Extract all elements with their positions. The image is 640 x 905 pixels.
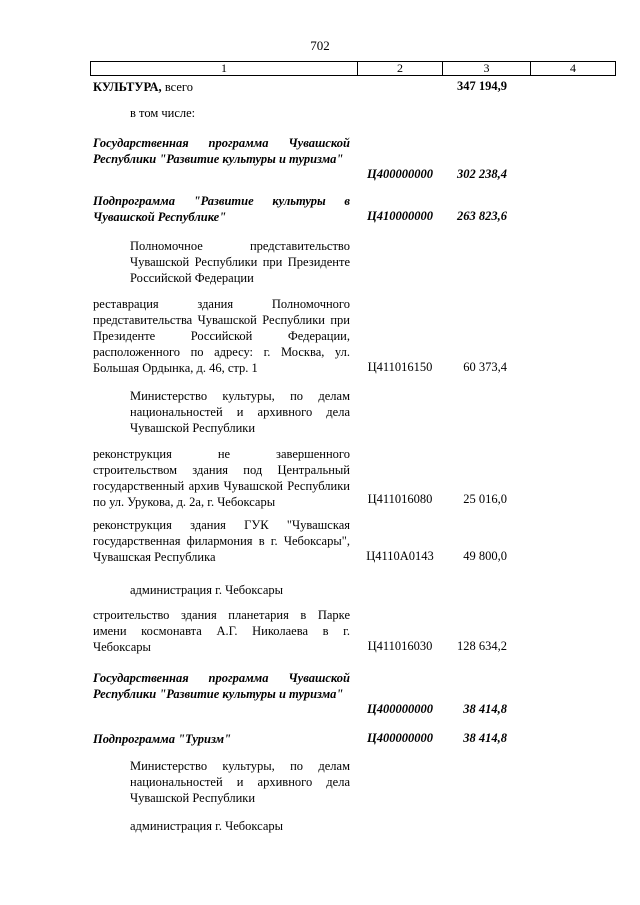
row-name: администрация г. Чебоксары [130, 583, 284, 597]
row-sum: 49 800,0 [463, 549, 507, 563]
row-name: Подпрограмма "Развитие культуры в Чувашской Республике" [93, 194, 350, 224]
row-code: Ц411016150 [367, 360, 433, 374]
col-2-header: 2 [358, 62, 443, 76]
row-name: реконструкция не завершенного строительством здания под Центральный государственный архив Чувашской Республики по ул. Урукова, д. 2а, г. Чебоксары [93, 447, 350, 509]
row-name: реконструкция здания ГУК "Чувашская государственная филармония в г. Чебоксары", Чувашская Республика [93, 518, 350, 564]
row-sum: 263 823,6 [457, 209, 507, 223]
row-code: Ц400000000 [367, 167, 433, 181]
row-sum: 25 016,0 [463, 492, 507, 506]
col-4-header: 4 [531, 62, 616, 76]
row-code: Ц411016080 [367, 492, 433, 506]
row-code: Ц411016030 [367, 639, 433, 653]
row-code: Ц4110А0143 [366, 549, 434, 563]
row-sum: 128 634,2 [457, 639, 507, 653]
including-label: в том числе: [130, 106, 196, 120]
row-name: администрация г. Чебоксары [130, 819, 284, 833]
row-name: Министерство культуры, по делам национальностей и архивного дела Чувашской Республики [130, 759, 350, 805]
page-number: 702 [310, 38, 330, 53]
row-name: строительство здания планетария в Парке имени космонавта А.Г. Николаева в г. Чебоксары [93, 608, 350, 654]
row-sum: 38 414,8 [463, 731, 507, 745]
total-title: КУЛЬТУРА, [93, 80, 162, 94]
row-name: Министерство культуры, по делам национальностей и архивного дела Чувашской Республики [130, 389, 350, 435]
row-sum: 302 238,4 [457, 167, 507, 181]
row-code: Ц400000000 [367, 702, 433, 716]
total-suffix: всего [161, 80, 193, 94]
row-name: Подпрограмма "Туризм" [93, 732, 232, 746]
row-sum: 38 414,8 [463, 702, 507, 716]
column-header-table [90, 61, 616, 76]
row-name: Государственная программа Чувашской Республики "Развитие культуры и туризма" [93, 136, 350, 166]
row-name: реставрация здания Полномочного представительства Чувашской Республики при Президенте Российской Федерации, расположенного по адресу: г. Москва, ул. Большая Ордынка, д. 46, стр. 1 [93, 297, 350, 375]
total-label [93, 79, 350, 95]
col-1-header: 1 [91, 62, 358, 76]
total-sum: 347 194,9 [457, 79, 507, 93]
row-sum: 60 373,4 [463, 360, 507, 374]
col-3-header: 3 [443, 62, 531, 76]
row-code: Ц400000000 [367, 731, 433, 745]
row-name: Полномочное представительство Чувашской Республики при Президенте Российской Федерации [130, 239, 350, 285]
row-name: Государственная программа Чувашской Республики "Развитие культуры и туризма" [93, 671, 350, 701]
row-code: Ц410000000 [367, 209, 433, 223]
